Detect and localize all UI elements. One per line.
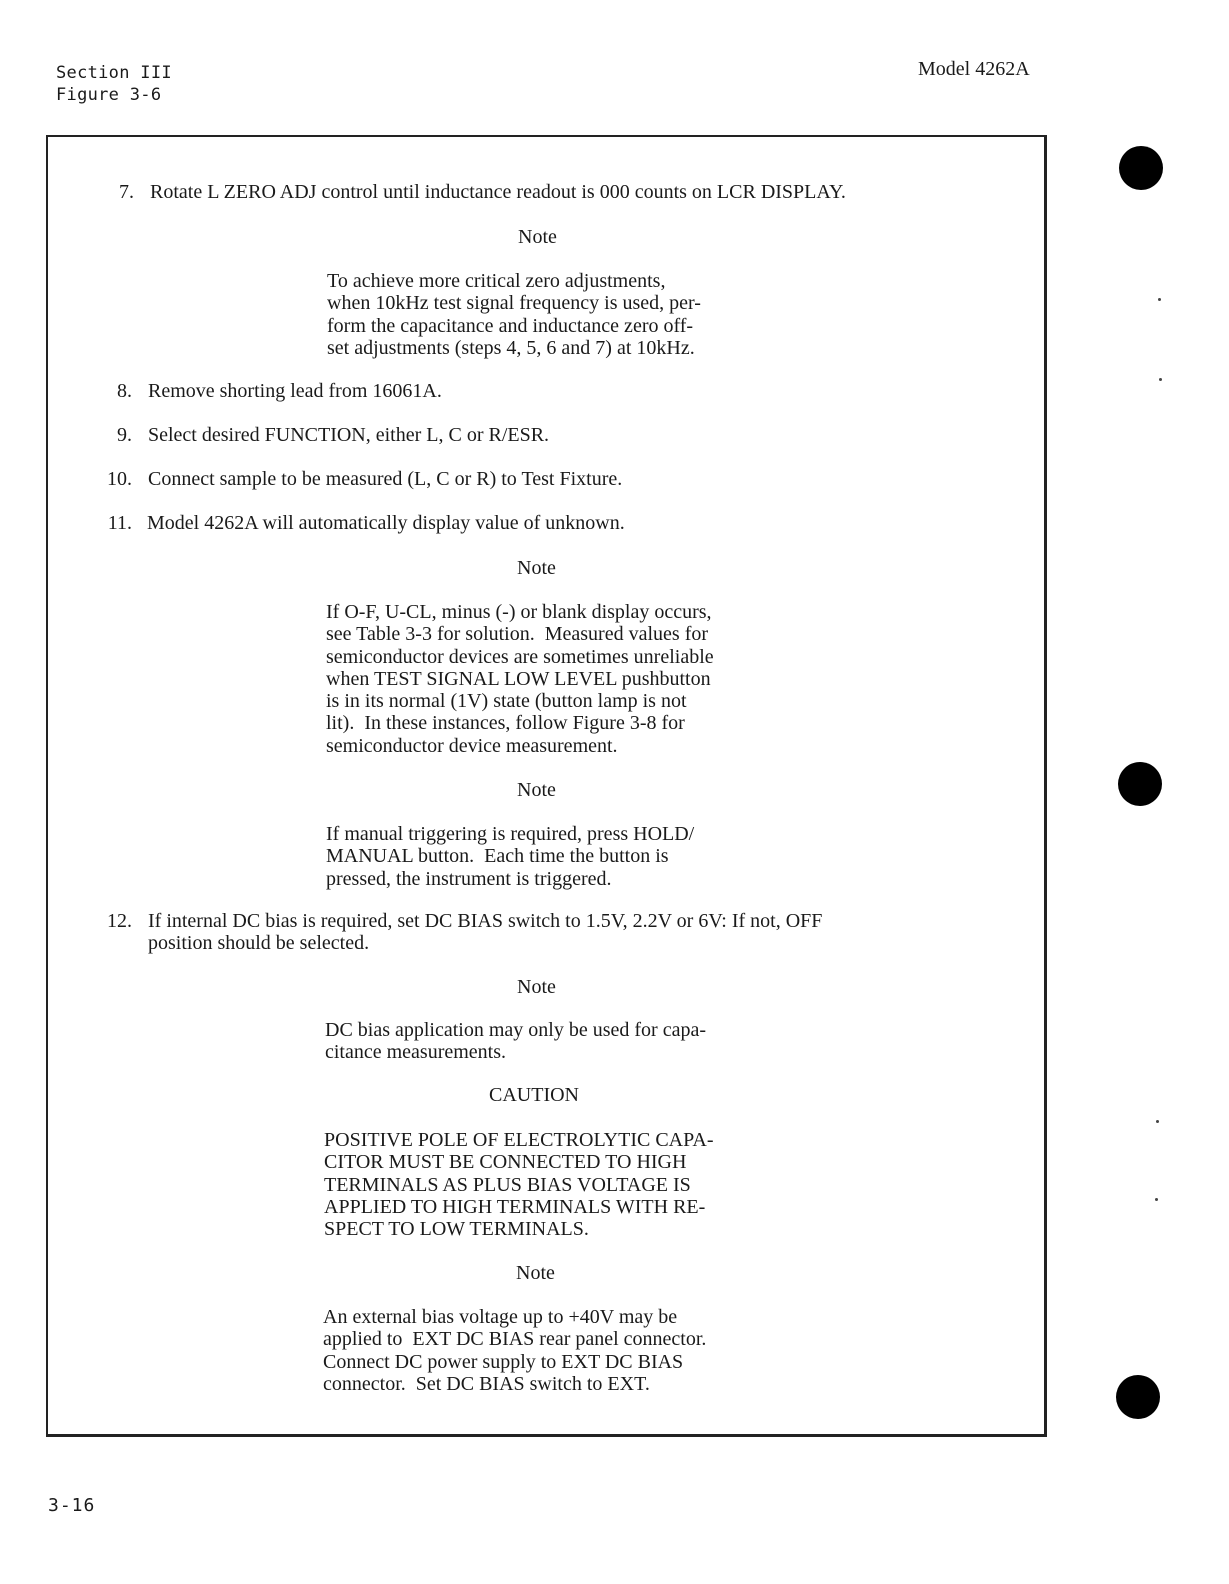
note-line: is in its normal (1V) state (button lamp is not (326, 690, 687, 713)
note-line: pressed, the instrument is triggered. (326, 867, 612, 890)
binder-hole (1118, 762, 1162, 806)
caution-body (324, 1129, 714, 1240)
scan-speck (1156, 1120, 1159, 1123)
step-number: 12. (107, 910, 132, 932)
scan-speck (1158, 298, 1161, 301)
caution-line: TERMINALS AS PLUS BIAS VOLTAGE IS (324, 1173, 691, 1196)
model-label: Model 4262A (918, 58, 1030, 80)
scan-speck (1155, 1198, 1158, 1201)
step-number: 11. (107, 512, 132, 534)
note-line: form the capacitance and inductance zero off- (327, 314, 694, 337)
note-line: semiconductor devices are sometimes unreliable (326, 645, 714, 668)
step-number: 8. (117, 380, 132, 402)
step-number: 10. (107, 468, 132, 490)
note-line: citance measurements. (325, 1041, 507, 1064)
note-line: An external bias voltage up to +40V may be (323, 1306, 678, 1328)
step-text: Rotate L ZERO ADJ control until inductance readout is 000 counts on LCR DISPLAY. (150, 181, 846, 203)
note-line: If O-F, U-CL, minus (-) or blank display occurs, (326, 601, 712, 623)
step-text: Connect sample to be measured (L, C or R) to Test Fixture. (148, 468, 623, 490)
binder-hole (1119, 146, 1163, 190)
page-number: 3-16 (48, 1495, 96, 1516)
note-title: Note (517, 976, 556, 998)
step-text: Model 4262A will automatically display value of unknown. (147, 512, 625, 534)
note-line: Connect DC power supply to EXT DC BIAS (323, 1350, 684, 1373)
note-line: when TEST SIGNAL LOW LEVEL pushbutton (326, 667, 711, 690)
figure-label: Figure 3-6 (56, 85, 162, 105)
caution-line: POSITIVE POLE OF ELECTROLYTIC CAPA- (324, 1129, 714, 1151)
note-body (327, 270, 701, 359)
note-line: semiconductor device measurement. (326, 734, 618, 757)
note-line: set adjustments (steps 4, 5, 6 and 7) at 10kHz. (327, 336, 695, 359)
note-line: MANUAL button. Each time the button is (326, 845, 669, 868)
scan-speck (1159, 378, 1162, 381)
section-header (56, 62, 172, 106)
note-line: see Table 3-3 for solution. Measured values for (326, 623, 709, 646)
step-number: 7. (119, 181, 134, 203)
note-line: applied to EXT DC BIAS rear panel connector. (323, 1328, 707, 1351)
note-body (323, 1306, 706, 1395)
note-body (325, 1019, 706, 1064)
section-label: Section III (56, 63, 172, 83)
note-title: Note (517, 557, 556, 579)
step-text: Select desired FUNCTION, either L, C or R/ESR. (148, 424, 550, 446)
note-line: If manual triggering is required, press HOLD/ (326, 823, 695, 845)
step-number: 9. (117, 424, 132, 446)
note-line: when 10kHz test signal frequency is used, per- (327, 292, 701, 315)
note-line: lit). In these instances, follow Figure 3-8 for (326, 712, 685, 735)
caution-line: SPECT TO LOW TERMINALS. (324, 1218, 589, 1241)
note-body (326, 601, 714, 757)
note-title: Note (518, 226, 557, 248)
note-title: Note (516, 1262, 555, 1284)
note-title: Note (517, 779, 556, 801)
note-body (326, 823, 694, 890)
caution-line: CITOR MUST BE CONNECTED TO HIGH (324, 1151, 687, 1174)
step-text: Remove shorting lead from 16061A. (148, 380, 442, 402)
caution-title: CAUTION (489, 1084, 579, 1106)
caution-line: APPLIED TO HIGH TERMINALS WITH RE- (324, 1195, 706, 1218)
note-line: DC bias application may only be used for capa- (325, 1019, 706, 1041)
step-text: If internal DC bias is required, set DC BIAS switch to 1.5V, 2.2V or 6V: If not, OFF (148, 910, 823, 932)
step-text-continued: position should be selected. (148, 932, 370, 954)
note-line: connector. Set DC BIAS switch to EXT. (323, 1372, 650, 1395)
binder-hole (1116, 1375, 1160, 1419)
note-line: To achieve more critical zero adjustments, (327, 270, 666, 292)
